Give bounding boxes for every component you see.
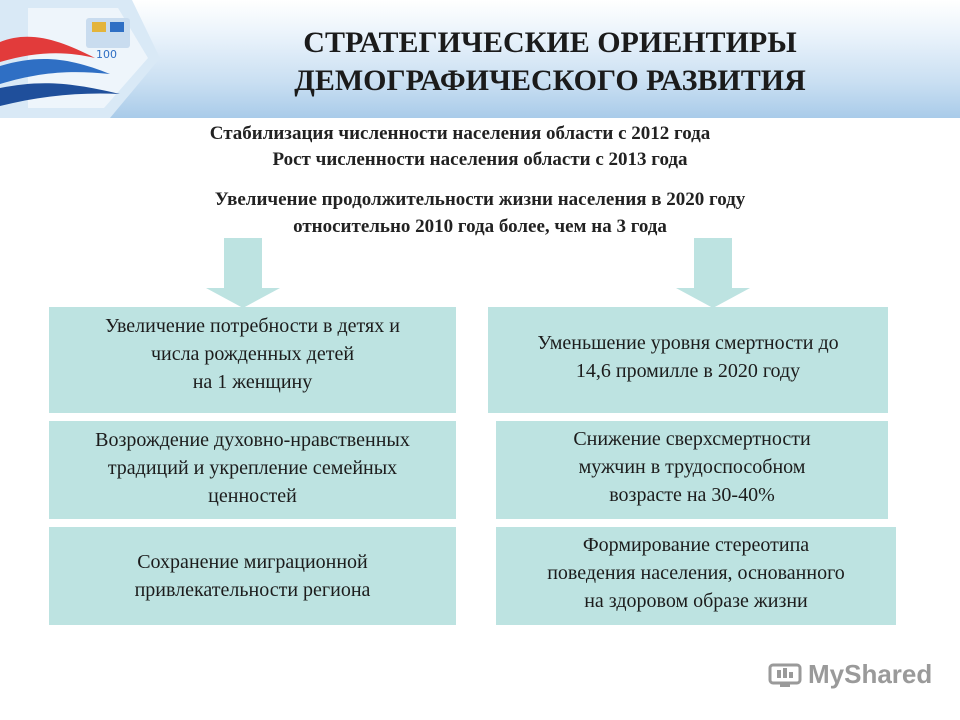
regional-emblem-icon bbox=[0, 0, 160, 118]
left-box-2-line-3: ценностей bbox=[208, 485, 297, 507]
left-box-1-line-1: Увеличение потребности в детях и bbox=[105, 315, 400, 337]
right-box-male-mortality bbox=[496, 421, 888, 519]
right-box-1-line-1: Уменьшение уровня смертности до bbox=[537, 332, 839, 354]
arrow-down-right-icon bbox=[676, 238, 750, 308]
svg-text:100: 100 bbox=[96, 48, 117, 61]
left-box-3-line-1: Сохранение миграционной bbox=[137, 551, 368, 573]
title-line-1: СТРАТЕГИЧЕСКИЕ ОРИЕНТИРЫ bbox=[303, 26, 797, 59]
right-box-2-line-1: Снижение сверхсмертности bbox=[573, 428, 811, 450]
left-box-traditions bbox=[49, 421, 456, 519]
left-box-1-line-3: на 1 женщину bbox=[192, 371, 313, 393]
right-box-healthy-lifestyle bbox=[496, 527, 896, 625]
right-box-3-line-2: поведения населения, основанного bbox=[547, 562, 845, 584]
left-box-3-line-2: привлекательности региона bbox=[134, 579, 371, 601]
goal-life-expectancy-line-2: относительно 2010 года более, чем на 3 года bbox=[293, 216, 667, 237]
goal-life-expectancy-line-1: Увеличение продолжительности жизни населения в 2020 году bbox=[214, 189, 746, 210]
goal-life-expectancy bbox=[110, 186, 850, 240]
left-box-children bbox=[49, 307, 456, 413]
watermark bbox=[768, 656, 932, 692]
goal-growth-text: Рост численности населения области с 2013 года bbox=[272, 149, 688, 170]
left-box-2-line-1: Возрождение духовно-нравственных bbox=[95, 429, 410, 451]
right-box-3-line-1: Формирование стереотипа bbox=[582, 534, 810, 556]
left-box-1-line-2: числа рожденных детей bbox=[150, 343, 355, 365]
right-box-1-line-2: 14,6 промилле в 2020 году bbox=[575, 360, 801, 382]
goal-stabilization-text: Стабилизация численности населения области с 2012 года bbox=[209, 123, 711, 144]
title-line-2: ДЕМОГРАФИЧЕСКОГО РАЗВИТИЯ bbox=[294, 64, 806, 97]
right-box-2-line-2: мужчин в трудоспособном bbox=[578, 456, 806, 478]
goal-stabilization bbox=[120, 120, 800, 147]
myshared-logo-icon bbox=[768, 659, 802, 689]
page-title bbox=[180, 24, 920, 100]
arrow-down-left-icon bbox=[206, 238, 280, 308]
right-box-2-line-3: возрасте на 30-40% bbox=[609, 484, 775, 506]
watermark-text: MyShared bbox=[808, 658, 933, 689]
right-box-mortality bbox=[488, 307, 888, 413]
left-box-migration bbox=[49, 527, 456, 625]
goal-growth bbox=[120, 146, 840, 173]
left-box-2-line-2: традиций и укрепление семейных bbox=[107, 457, 398, 479]
right-box-3-line-3: на здоровом образе жизни bbox=[584, 590, 808, 612]
